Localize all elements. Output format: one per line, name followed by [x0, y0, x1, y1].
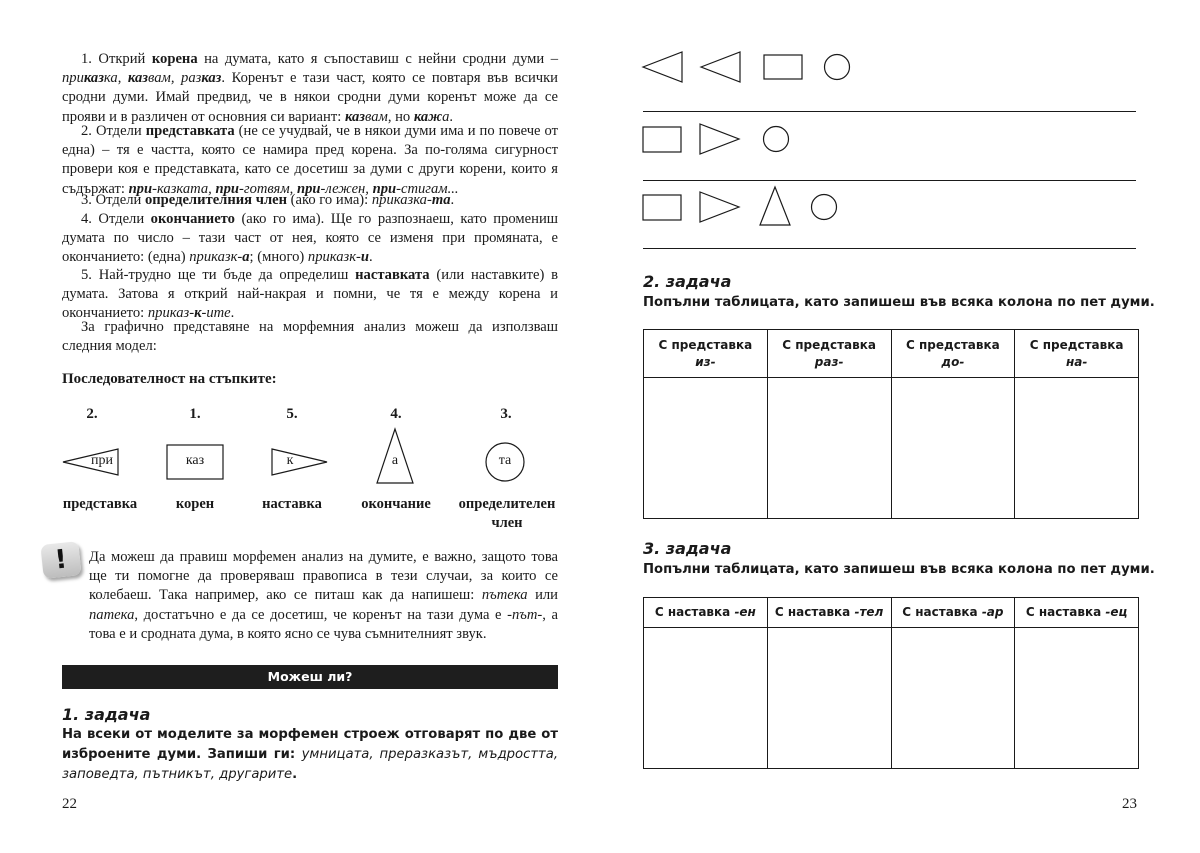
article-circle-icon — [764, 127, 789, 152]
page-number-right: 23 — [1122, 796, 1137, 812]
step-label: определителен член — [458, 496, 556, 531]
step-label: наставка — [262, 496, 322, 512]
model-row-3 — [638, 184, 868, 230]
suffix-triangle-icon — [700, 192, 739, 222]
steps-heading: Последователност на стъпките: — [62, 371, 277, 387]
task2-header: С представка раз- — [767, 330, 891, 378]
task3-title: 3. задача — [643, 539, 732, 558]
divider — [643, 248, 1136, 249]
divider — [643, 180, 1136, 181]
answer-cell[interactable] — [1015, 378, 1139, 519]
task3-header: С наставка -ен — [644, 598, 768, 628]
step-number: 3. — [500, 406, 512, 422]
model-row-1 — [638, 48, 868, 88]
paragraph-article: 3. Отдели определителния член (ако го има): приказка-та. — [81, 192, 455, 208]
step-number: 2. — [86, 406, 98, 422]
article-circle-icon — [812, 195, 837, 220]
answer-cell[interactable] — [644, 378, 768, 519]
answer-cell[interactable] — [891, 378, 1015, 519]
ending-triangle-icon — [760, 187, 790, 225]
paragraph-suffix: 5. Най-трудно ще ти бъде да определиш наставката (или наставките) в думата. Затова я открий най-накрая и помни, че тя е между корена и окончанието: приказ-к-ите. — [62, 267, 559, 322]
root-rectangle-icon — [643, 127, 681, 152]
step-number: 1. — [189, 406, 201, 422]
warning-icon: ! — [40, 541, 81, 579]
task3-header: С наставка -тел — [767, 598, 891, 628]
shape-label: та — [498, 453, 512, 468]
shape-label: к — [286, 453, 294, 468]
task2-header: С представка из- — [644, 330, 768, 378]
answer-cell[interactable] — [767, 628, 891, 769]
prefix-triangle-icon — [701, 52, 740, 82]
warning-text: Да можеш да правиш морфемен анализ на думите, е важно, защото това ще ти помогне да проверяваш правописа в тези случаи, за които се колебаеш. Така например, ако се питаш как да напишеш: пътека или патека, достатъчно е да се досетиш, че коренът на тази дума е -път-, а това е и сродната дума, в която ясно се чува съмнителният звук. — [89, 549, 558, 642]
task1-title: 1. задача — [62, 705, 151, 724]
answer-cell[interactable] — [1015, 628, 1139, 769]
paragraph-root: 1. Открий корена на думата, като я съпоставиш с нейни сродни думи – приказка, казвам, разказ. Коренът е тази част, която се повтаря във всички сродни думи. Имай предвид, че в някои сродни думи коренът може да се прояви и в различен от основния си вариант: казвам, но кажа. — [62, 51, 558, 125]
paragraph-ending: 4. Отдели окончанието (ако го има). Ще го разпознаеш, като промениш думата по число – тази част от нея, която се изменя при промяната, е окончанието: (една) приказк-а; (много) приказк-и. — [62, 211, 558, 266]
task2-header: С представка на- — [1015, 330, 1139, 378]
task2-table — [643, 329, 1139, 519]
task3-table — [643, 597, 1139, 769]
task2-text: Попълни таблицата, като запишеш във всяка колона по пет думи. — [643, 295, 1155, 310]
step-label: корен — [175, 496, 215, 512]
answer-cell[interactable] — [644, 628, 768, 769]
page-number-left: 22 — [62, 796, 77, 812]
task2-header: С представка до- — [891, 330, 1015, 378]
section-banner: Можеш ли? — [62, 665, 558, 689]
article-circle-icon — [825, 55, 850, 80]
root-rectangle-icon — [643, 195, 681, 220]
task2-title: 2. задача — [643, 272, 732, 291]
suffix-triangle-icon — [700, 124, 739, 154]
task3-text: Попълни таблицата, като запишеш във всяка колона по пет думи. — [643, 562, 1155, 577]
step-number: 4. — [390, 406, 402, 422]
paragraph-model: За графично представяне на морфемния анализ можеш да използваш следния модел: — [62, 319, 558, 355]
shape-label: при — [91, 453, 113, 468]
answer-cell[interactable] — [767, 378, 891, 519]
step-label: окончание — [361, 496, 431, 512]
model-row-2 — [638, 120, 868, 160]
step-number: 5. — [286, 406, 298, 422]
shape-label: каз — [185, 453, 205, 468]
task1-text: На всеки от моделите за морфемен строеж отговарят по две от изброените думи. Запиши ги: умницата, преразказът, мъдростта, заповедта, пътникът, другарите. — [62, 727, 559, 782]
shape-label: а — [391, 453, 399, 468]
root-rectangle-icon — [764, 55, 802, 79]
paragraph-prefix: 2. Отдели представката (не се учудвай, че в някои думи има и по повече от една) – тя е частта, която се намира пред корена. За по-голяма сигурност провери коя е представката, като се досетиш за думи с други корени, които я съдържат: при-казката, при-готвям, при-лежен, при-стигам... — [62, 123, 558, 197]
task3-header: С наставка -ар — [891, 598, 1015, 628]
answer-cell[interactable] — [891, 628, 1015, 769]
step-label: представка — [62, 496, 138, 512]
prefix-triangle-icon — [643, 52, 682, 82]
divider — [643, 111, 1136, 112]
task3-header: С наставка -ец — [1015, 598, 1139, 628]
